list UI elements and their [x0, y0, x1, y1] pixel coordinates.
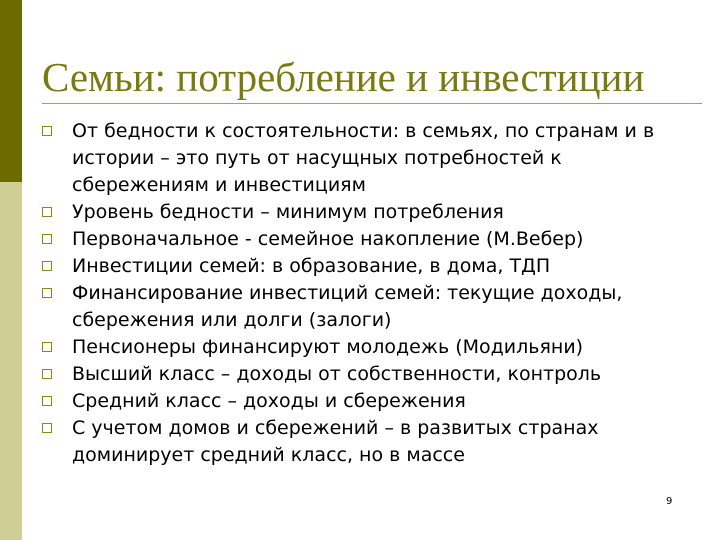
- bullet-text: От бедности к состоятельности: в семьях, по странам и в истории – это путь от насущных потребностей к сбережениям и инвестициям: [72, 120, 655, 196]
- bullet-text: Финансирование инвестиций семей: текущие доходы, сбережения или долги (залоги): [72, 282, 623, 331]
- bullet-item: [42, 199, 702, 226]
- bullet-text: С учетом домов и сбережений – в развитых странах доминирует средний класс, но в массе: [72, 417, 599, 466]
- bullet-item: [42, 388, 702, 415]
- bullet-item: [42, 118, 702, 199]
- bullet-text: Высший класс – доходы от собственности, контроль: [72, 363, 602, 385]
- hollow-square-icon: [42, 126, 52, 136]
- bullet-item: [42, 415, 702, 469]
- hollow-square-icon: [42, 207, 52, 217]
- bullet-text: Средний класс – доходы и сбережения: [72, 390, 466, 412]
- side-stripe-top: [0, 0, 22, 182]
- bullet-text: Уровень бедности – минимум потребления: [72, 201, 504, 223]
- page-number: 9: [666, 496, 673, 507]
- bullet-item: [42, 334, 702, 361]
- bullet-item: [42, 253, 702, 280]
- bullet-text: Пенсионеры финансируют молодежь (Модильяни): [72, 336, 584, 358]
- bullet-item: [42, 361, 702, 388]
- bullet-item: [42, 226, 702, 253]
- slide-title: Семьи: потребление и инвестиции: [42, 54, 645, 100]
- title-divider: [42, 103, 702, 104]
- hollow-square-icon: [42, 369, 52, 379]
- hollow-square-icon: [42, 396, 52, 406]
- hollow-square-icon: [42, 234, 52, 244]
- bullet-text: Инвестиции семей: в образование, в дома, ТДП: [72, 255, 551, 277]
- bullet-text: Первоначальное - семейное накопление (М.Вебер): [72, 228, 584, 250]
- bullet-list: [42, 118, 702, 469]
- side-stripe-bottom: [0, 182, 22, 540]
- hollow-square-icon: [42, 261, 52, 271]
- hollow-square-icon: [42, 423, 52, 433]
- hollow-square-icon: [42, 288, 52, 298]
- bullet-item: [42, 280, 702, 334]
- hollow-square-icon: [42, 342, 52, 352]
